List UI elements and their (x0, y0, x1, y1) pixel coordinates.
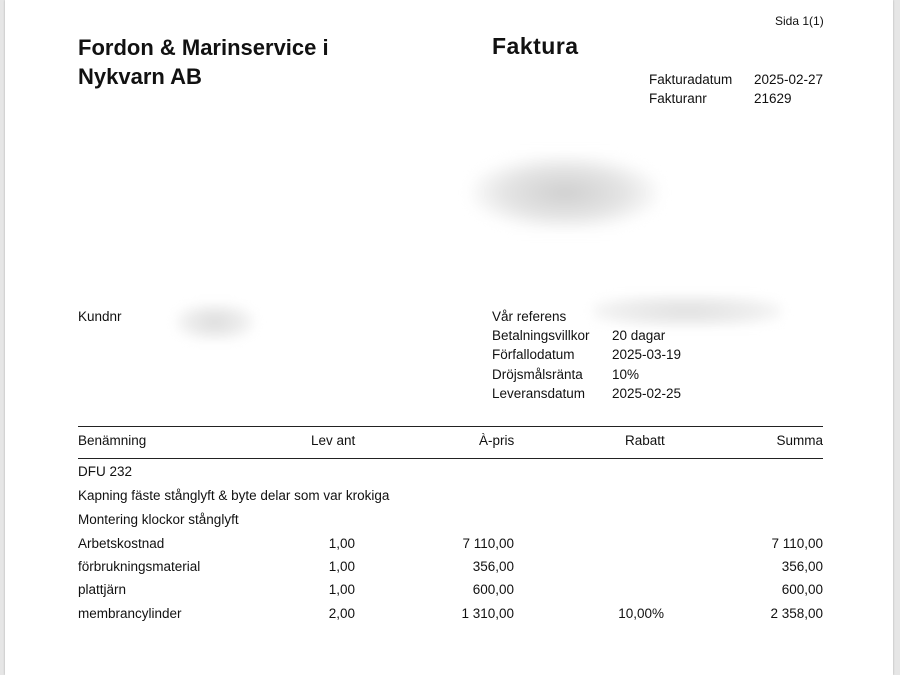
redacted-customer-number (175, 303, 255, 341)
redacted-address (470, 155, 660, 230)
row-sum: 356,00 (781, 559, 823, 574)
row-price: 1 310,00 (461, 606, 514, 621)
terms-value-payment: 20 dagar (612, 328, 666, 343)
company-name: Fordon & Marinservice i Nykvarn AB (78, 35, 329, 89)
header-sum: Summa (776, 433, 823, 448)
terms-value-delivery: 2025-02-25 (612, 386, 682, 401)
description-line: DFU 232 (78, 464, 133, 479)
description-line: Kapning fäste stånglyft & byte delar som var krokiga (78, 488, 390, 503)
row-qty: 1,00 (328, 559, 355, 574)
header-name: Benämning (78, 433, 147, 448)
terms-value-interest: 10% (612, 367, 640, 382)
redacted-reference (592, 295, 782, 327)
row-name: Arbetskostnad (78, 536, 165, 551)
row-sum: 7 110,00 (771, 536, 823, 551)
row-price: 7 110,00 (462, 536, 514, 551)
row-price: 600,00 (472, 582, 514, 597)
customer-number-label: Kundnr (78, 309, 122, 324)
terms-value-due: 2025-03-19 (612, 347, 682, 362)
description-line: Montering klockor stånglyft (78, 512, 239, 527)
row-name: membrancylinder (78, 606, 182, 621)
invoice-number-label: Fakturanr (649, 91, 707, 106)
header-qty: Lev ant (311, 433, 356, 448)
header-discount: Rabatt (625, 433, 665, 448)
document-title: Faktura (492, 33, 579, 59)
terms-label-due: Förfallodatum (492, 347, 575, 362)
invoice-page (5, 0, 893, 675)
row-qty: 1,00 (328, 536, 355, 551)
table-top-divider (78, 426, 823, 427)
terms-label-reference: Vår referens (492, 309, 567, 324)
row-name: förbrukningsmaterial (78, 559, 201, 574)
invoice-date-label: Fakturadatum (649, 72, 733, 87)
terms-label-delivery: Leveransdatum (492, 386, 586, 401)
row-name: plattjärn (78, 582, 127, 597)
terms-label-payment: Betalningsvillkor (492, 328, 590, 343)
terms-label-interest: Dröjsmålsränta (492, 367, 583, 382)
row-qty: 1,00 (328, 582, 355, 597)
row-qty: 2,00 (328, 606, 355, 621)
invoice-number-value: 21629 (754, 91, 792, 106)
row-price: 356,00 (472, 559, 514, 574)
row-sum: 2 358,00 (770, 606, 823, 621)
header-price: À-pris (479, 433, 515, 448)
row-discount: 10,00% (618, 606, 664, 621)
invoice-date-value: 2025-02-27 (754, 72, 824, 87)
page-indicator: Sida 1(1) (775, 14, 824, 28)
table-header-divider (78, 458, 823, 459)
row-sum: 600,00 (781, 582, 823, 597)
